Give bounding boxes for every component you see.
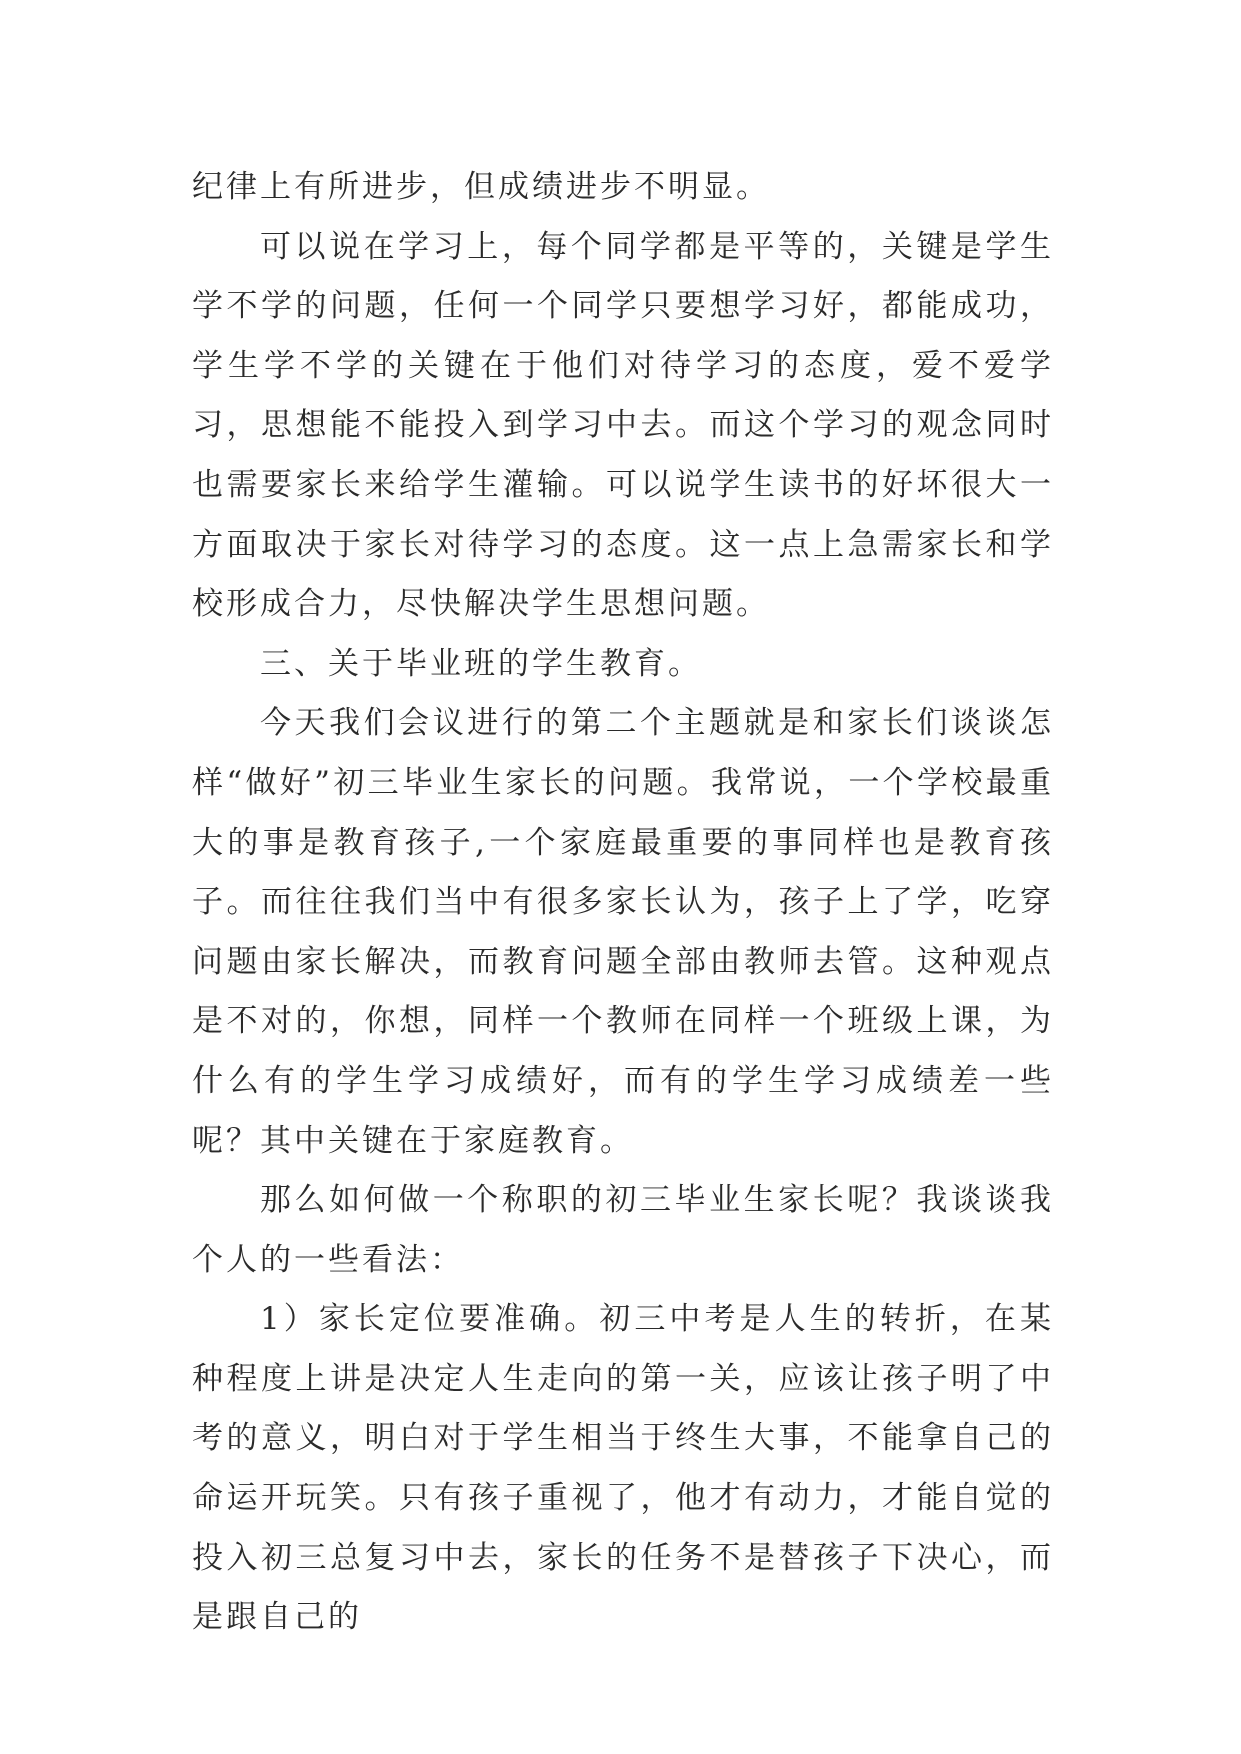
section-heading: 三、关于毕业班的学生教育。 bbox=[260, 645, 702, 682]
paragraph-2: 可以说在学习上，每个同学都是平等的，关键是学生学不学的问题，任何一个同学只要想学习好，都能成功，学生学不学的关键在于他们对待学习的态度，爱不爱学习，思想能不能投入到学习中去。而这个学习的观念同时也需要家长来给学生灌输。可以说学生读书的好坏很大一方面取决于家长对待学习的态度。这一点上急需家长和学校形成合力，尽快解决学生思想问题。 bbox=[192, 228, 1054, 623]
paragraph-4: 那么如何做一个称职的初三毕业生家长呢？我谈谈我个人的一些看法： bbox=[192, 1182, 1054, 1278]
paragraph-1: 纪律上有所进步，但成绩进步不明显。 bbox=[192, 169, 770, 205]
paragraph-3: 今天我们会议进行的第二个主题就是和家长们谈谈怎样“做好”初三毕业生家长的问题。我常说，一个学校最重大的事是教育孩子,一个家庭最重要的事同样也是教育孩子。而往往我们当中有很多家长认为，孩子上了学，吃穿问题由家长解决，而教育问题全部由教师去管。这种观点是不对的，你想，同样一个教师在同样一个班级上课，为什么有的学生学习成绩好，而有的学生学习成绩差一些呢？其中关键在于家庭教育。 bbox=[192, 705, 1054, 1159]
document-body bbox=[192, 158, 1054, 1648]
paragraph-5: 1）家长定位要准确。初三中考是人生的转折，在某种程度上讲是决定人生走向的第一关，应该让孩子明了中考的意义，明白对于学生相当于终生大事，不能拿自己的命运开玩笑。只有孩子重视了，他才有动力，才能自觉的投入初三总复习中去，家长的任务不是替孩子下决心，而是跟自己的 bbox=[192, 1301, 1054, 1636]
